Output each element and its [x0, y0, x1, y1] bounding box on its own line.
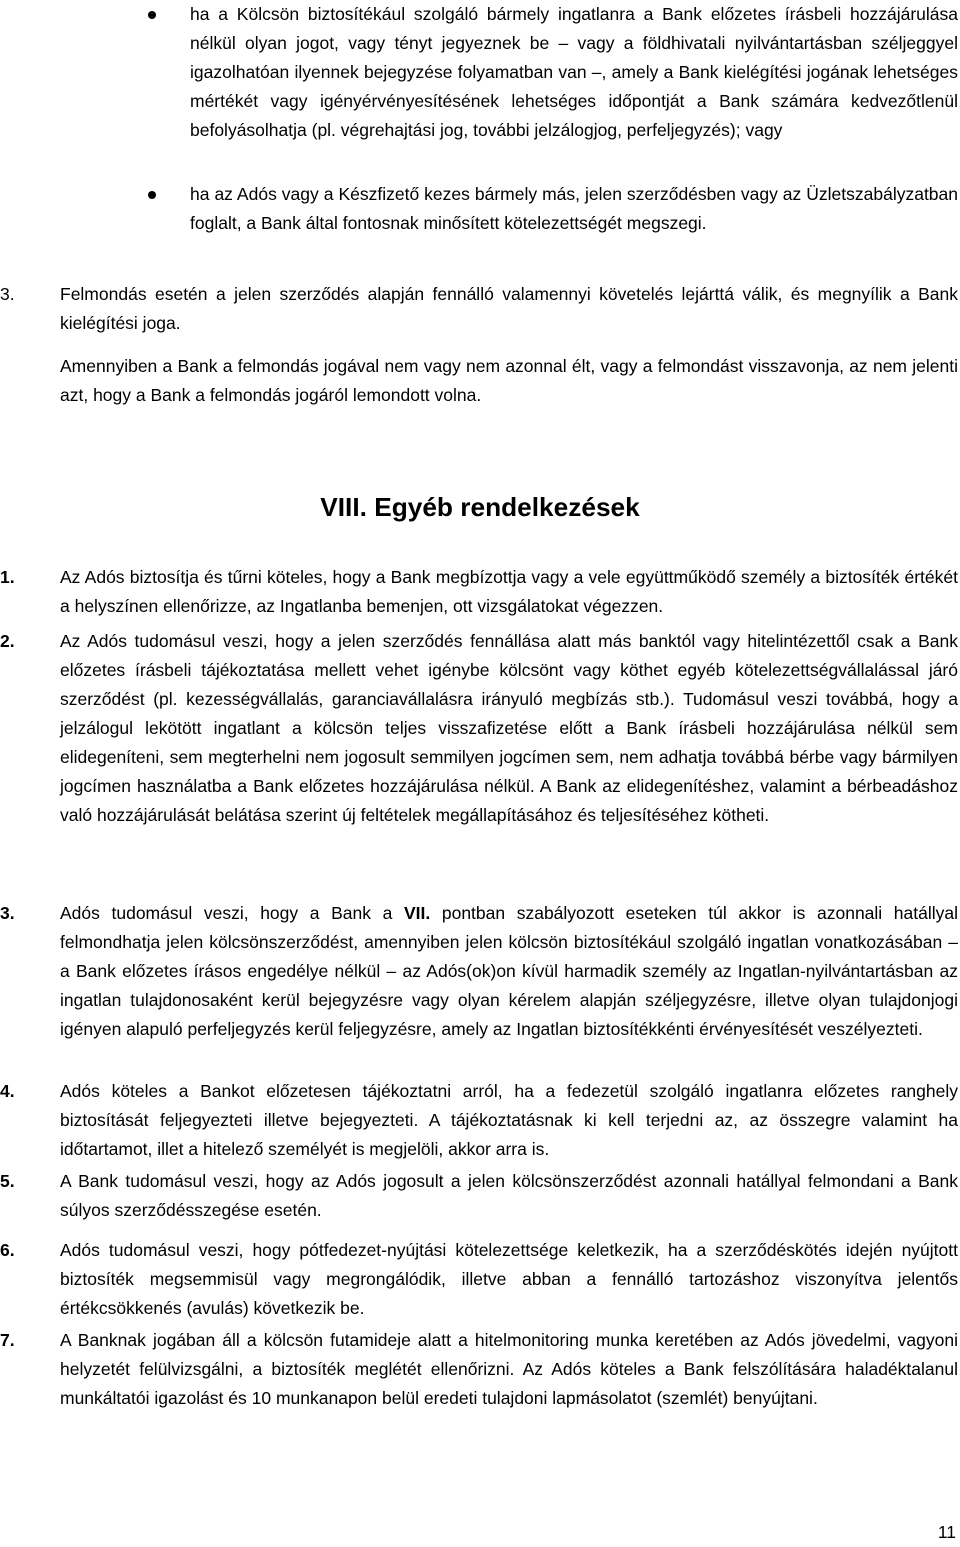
section-title: VIII. Egyéb rendelkezések: [320, 492, 640, 522]
list-item-3: [0, 899, 959, 1044]
item-number: 5.: [0, 1171, 15, 1191]
paragraph-text: Felmondás esetén a jelen szerződés alapján fennálló valamennyi követelés lejárttá válik, és megnyílik a Bank kielégítési joga.: [60, 284, 958, 333]
bullet-item: [190, 0, 958, 145]
item-text-bold: VII.: [403, 903, 431, 923]
list-item-7: [0, 1326, 958, 1413]
item-number: 1.: [0, 567, 15, 587]
item-number: 7.: [0, 1330, 15, 1350]
bullet-dot: [148, 191, 156, 199]
bullet-text: ha az Adós vagy a Készfizető kezes bármely más, jelen szerződésben vagy az Üzletszabályzatban foglalt, a Bank által fontosnak minősített kötelezettségét megszegi.: [190, 184, 958, 233]
item-text-before: Adós tudomásul veszi, hogy a Bank a: [60, 903, 404, 923]
paragraph-amennyiben: [60, 352, 958, 410]
paragraph-3: [0, 280, 958, 338]
item-text: A Bank tudomásul veszi, hogy az Adós jogosult a jelen kölcsönszerződést azonnali hatállyal felmondani a Bank súlyos szerződésszegése esetén.: [60, 1171, 958, 1220]
item-text: Adós tudomásul veszi, hogy pótfedezet-nyújtási kötelezettsége keletkezik, ha a szerződéskötés idején nyújtott biztosíték megsemmisül vagy megrongálódik, illetve abban a fennálló tartozáshoz viszonyítva jelentős értékcsökkenés (avulás) következik be.: [60, 1240, 958, 1318]
bullet-item: [190, 180, 958, 238]
item-number: 6.: [0, 1240, 15, 1260]
list-item-2: [0, 627, 958, 830]
paragraph-number: 3.: [0, 284, 15, 304]
bullet-dot: [148, 11, 156, 19]
bullet-text: ha a Kölcsön biztosítékául szolgáló bármely ingatlanra a Bank előzetes írásbeli hozzájárulása nélkül olyan jogot, vagy tényt jegyeznek be – vagy a földhivatali nyilvántartásban széljeggyel igazolhatóan ilyennek bejegyzése folyamatban van –, amely a Bank kielégítési jogának lehetséges mértékét vagy igényérvényesítésének lehetséges időpontját a Bank számára kedvezőtlenül befolyásolhatja (pl. végrehajtási jog, további jelzálogjog, perfeljegyzés); vagy: [190, 4, 958, 140]
list-item-4: [0, 1077, 958, 1164]
item-text: Adós köteles a Bankot előzetesen tájékoztatni arról, ha a fedezetül szolgáló ingatlanra előzetes ranghely biztosítását feljegyezteti illetve bejegyezteti. A tájékoztatásnak ki kell terjedni az, az összegre valamint ha időtartamot, illet a hitelező személyét is megjelöli, akkor arra is.: [60, 1081, 958, 1159]
list-item-5: [0, 1167, 958, 1225]
item-text: A Banknak jogában áll a kölcsön futamideje alatt a hitelmonitoring munka keretében az Adós jövedelmi, vagyoni helyzetét felülvizsgálni, a biztosíték meglétét ellenőrizni. Az Adós köteles a Bank felszólítására haladéktalanul munkáltatói igazolást és 10 munkanapon belül eredeti tulajdoni lapmásolatot (szemlét) benyújtani.: [60, 1330, 958, 1408]
item-text: Az Adós biztosítja és tűrni köteles, hogy a Bank megbízottja vagy a vele együttműködő személy a biztosíték értékét a helyszínen ellenőrizze, az Ingatlanba bemenjen, ott vizsgálatokat végezzen.: [60, 567, 958, 616]
list-item-1: [0, 563, 958, 621]
item-text: Az Adós tudomásul veszi, hogy a jelen szerződés fennállása alatt más banktól vagy hitelintézettől csak a Bank előzetes írásbeli tájékoztatása mellett vehet igénybe kölcsönt vagy köthet egyéb kötelezettségvállalással járó szerződést (pl. kezességvállalás, garanciavállalásra irányuló megbízás stb.). Tudomásul veszi továbbá, hogy a jelzálogul lekötött ingatlant a kölcsön teljes visszafizetése előtt a Bank írásbeli hozzájárulása nélkül sem elidegeníteni, sem megterhelni nem jogosult semmilyen jogcímen sem, nem adhatja továbbá bérbe vagy bármilyen jogcímen használatba a Bank előzetes hozzájárulása nélkül. A Bank az elidegenítéshez, valamint a bérbeadáshoz való hozzájárulását belátása szerint új feltételek megállapításához és teljesítéséhez kötheti.: [60, 631, 958, 825]
paragraph-text: Amennyiben a Bank a felmondás jogával nem vagy nem azonnal élt, vagy a felmondást visszavonja, az nem jelenti azt, hogy a Bank a felmondás jogáról lemondott volna.: [60, 356, 958, 405]
list-item-6: [0, 1236, 958, 1323]
page-number: 11: [937, 1522, 956, 1542]
item-number: 4.: [0, 1081, 15, 1101]
item-number: 2.: [0, 631, 15, 651]
item-number: 3.: [0, 903, 15, 923]
item-text-after: pontban szabályozott eseteken túl akkor is azonnali hatállyal felmondhatja jelen kölcsönszerződést, amennyiben jelen kölcsön biztosítékául szolgáló ingatlan vonatkozásában – a Bank előzetes írásos engedélye nélkül – az Adós(ok)on kívül harmadik személy az Ingatlan-nyilvántartásban az ingatlan tulajdonosaként kerül bejegyzésre vagy olyan kérelem alapján széljegyzésre, illetve olyan tulajdonjogi igényen alapuló perfeljegyzés kerül feljegyzésre, amely az Ingatlan biztosítékkénti érvényesítését veszélyezteti.: [60, 903, 959, 1039]
item-text: [60, 899, 958, 1044]
